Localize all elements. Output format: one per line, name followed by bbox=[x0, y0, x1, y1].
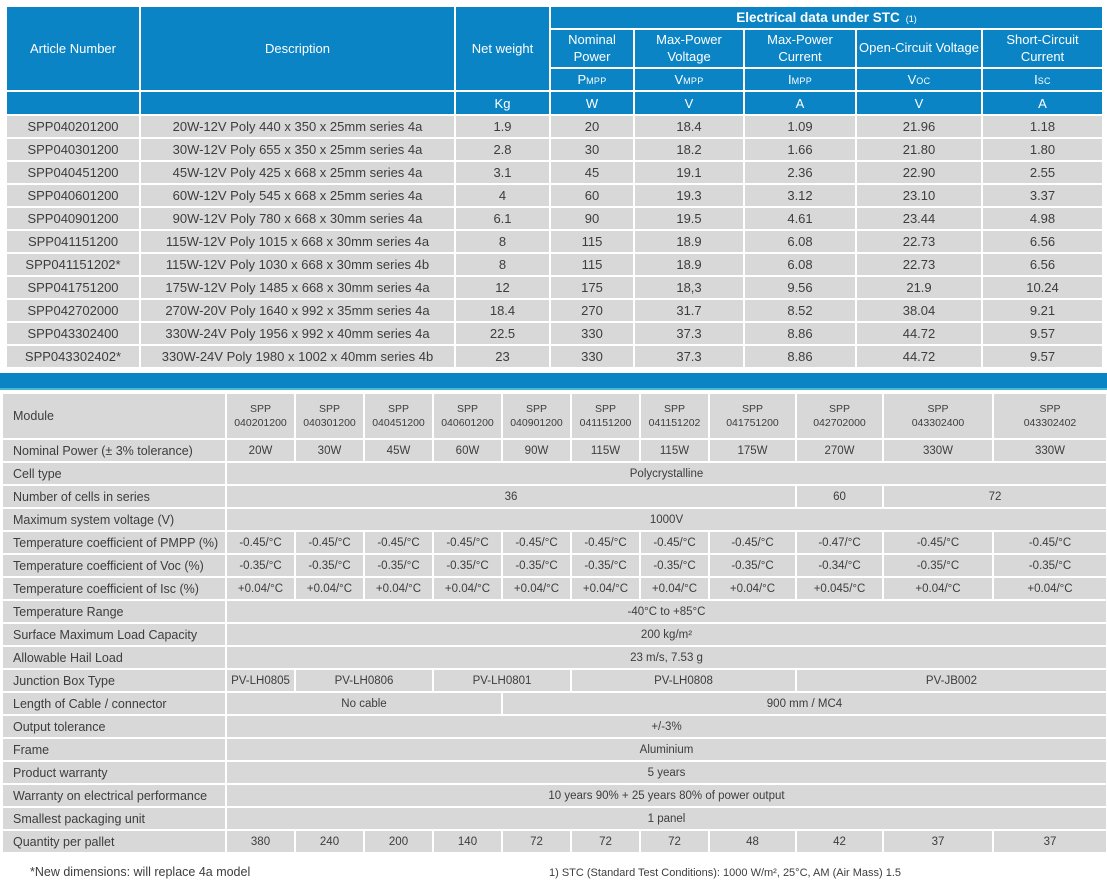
pmpp-value-cell: 270 bbox=[550, 299, 634, 322]
spec-value-cell: -0.45/°C bbox=[295, 531, 364, 554]
impp-value-cell: 2.36 bbox=[744, 161, 856, 184]
article-row bbox=[6, 345, 1103, 368]
open-circuit-voltage-header: Open-Circuit Voltage bbox=[856, 29, 982, 68]
net-weight-cell: 8 bbox=[455, 230, 550, 253]
voc-value-cell: 23.10 bbox=[856, 184, 982, 207]
spec-value-cell: PV-LH0805 bbox=[226, 669, 295, 692]
spec-row bbox=[2, 669, 1107, 692]
spec-row bbox=[2, 623, 1107, 646]
description-cell: 270W-20V Poly 1640 x 992 x 35mm series 4a bbox=[140, 299, 455, 322]
isc-value-cell: 10.24 bbox=[982, 276, 1103, 299]
net-weight-cell: 18.4 bbox=[455, 299, 550, 322]
spec-value-cell: 60W bbox=[433, 439, 502, 462]
spec-row-label: Temperature Range bbox=[2, 600, 226, 623]
spec-value-cell: 115W bbox=[640, 439, 709, 462]
isc-value-cell: 3.37 bbox=[982, 184, 1103, 207]
vmpp-value-cell: 31.7 bbox=[634, 299, 744, 322]
spec-value-cell: -0.45/°C bbox=[709, 531, 796, 554]
voc-value-cell: 22.90 bbox=[856, 161, 982, 184]
spec-value-cell: 140 bbox=[433, 830, 502, 853]
description-cell: 115W-12V Poly 1030 x 668 x 30mm series 4b bbox=[140, 253, 455, 276]
article-row bbox=[6, 115, 1103, 138]
spec-value-cell: +0.04/°C bbox=[571, 577, 640, 600]
nominal-power-header: Nominal Power bbox=[550, 29, 634, 68]
watt-unit: W bbox=[550, 91, 634, 115]
spec-row-label: Surface Maximum Load Capacity bbox=[2, 623, 226, 646]
voc-value-cell: 21.80 bbox=[856, 138, 982, 161]
spec-value-cell: -0.35/°C bbox=[709, 554, 796, 577]
article-table-body bbox=[6, 115, 1103, 368]
net-weight-cell: 2.8 bbox=[455, 138, 550, 161]
volt-unit-vmpp: V bbox=[634, 91, 744, 115]
impp-value-cell: 3.12 bbox=[744, 184, 856, 207]
impp-value-cell: 6.08 bbox=[744, 230, 856, 253]
footnote-new-dimensions: *New dimensions: will replace 4a model bbox=[30, 865, 251, 879]
spec-table-body bbox=[2, 439, 1107, 853]
net-weight-cell: 6.1 bbox=[455, 207, 550, 230]
isc-value-cell: 2.55 bbox=[982, 161, 1103, 184]
spec-value-cell: 42 bbox=[796, 830, 883, 853]
stc-group-header bbox=[550, 6, 1103, 29]
isc-value-cell: 9.21 bbox=[982, 299, 1103, 322]
pmpp-value-cell: 330 bbox=[550, 322, 634, 345]
impp-value-cell: 1.09 bbox=[744, 115, 856, 138]
spec-value-cell: 90W bbox=[502, 439, 571, 462]
spec-value-cell: 48 bbox=[709, 830, 796, 853]
vmpp-value-cell: 37.3 bbox=[634, 322, 744, 345]
module-id-cell: SPP 043302400 bbox=[883, 393, 993, 439]
module-spec-table bbox=[1, 392, 1107, 854]
pmpp-value-cell: 330 bbox=[550, 345, 634, 368]
spec-value-cell: -0.47/°C bbox=[796, 531, 883, 554]
description-cell: 45W-12V Poly 425 x 668 x 25mm series 4a bbox=[140, 161, 455, 184]
vmpp-value-cell: 19.1 bbox=[634, 161, 744, 184]
spec-row bbox=[2, 784, 1107, 807]
spec-row bbox=[2, 462, 1107, 485]
spec-value-cell: +/-3% bbox=[226, 715, 1107, 738]
spec-row bbox=[2, 807, 1107, 830]
isc-value-cell: 1.80 bbox=[982, 138, 1103, 161]
spec-value-cell: +0.04/°C bbox=[226, 577, 295, 600]
isc-value-cell: 1.18 bbox=[982, 115, 1103, 138]
impp-value-cell: 9.56 bbox=[744, 276, 856, 299]
spec-value-cell: 36 bbox=[226, 485, 796, 508]
article-number-cell: SPP041151202* bbox=[6, 253, 140, 276]
article-row bbox=[6, 207, 1103, 230]
impp-value-cell: 4.61 bbox=[744, 207, 856, 230]
voc-value-cell: 38.04 bbox=[856, 299, 982, 322]
isc-value-cell: 9.57 bbox=[982, 345, 1103, 368]
spec-value-cell: 72 bbox=[883, 485, 1107, 508]
article-units-spacer bbox=[6, 91, 140, 115]
volt-unit-voc: V bbox=[856, 91, 982, 115]
spec-row-label: Smallest packaging unit bbox=[2, 807, 226, 830]
spec-row-label: Frame bbox=[2, 738, 226, 761]
article-number-cell: SPP040451200 bbox=[6, 161, 140, 184]
spec-row-label: Temperature coefficient of Isc (%) bbox=[2, 577, 226, 600]
spec-value-cell: -0.35/°C bbox=[433, 554, 502, 577]
module-id-cell: SPP 041151202 bbox=[640, 393, 709, 439]
spec-value-cell: 200 kg/m² bbox=[226, 623, 1107, 646]
spec-value-cell: 1000V bbox=[226, 508, 1107, 531]
article-number-cell: SPP043302400 bbox=[6, 322, 140, 345]
article-row bbox=[6, 230, 1103, 253]
electrical-data-table bbox=[5, 5, 1104, 369]
spec-value-cell: +0.04/°C bbox=[709, 577, 796, 600]
description-units-spacer bbox=[140, 91, 455, 115]
spec-value-cell: -0.45/°C bbox=[571, 531, 640, 554]
spec-value-cell: 45W bbox=[364, 439, 433, 462]
spec-value-cell: +0.04/°C bbox=[364, 577, 433, 600]
voc-value-cell: 21.96 bbox=[856, 115, 982, 138]
spec-value-cell: 900 mm / MC4 bbox=[502, 692, 1107, 715]
net-weight-cell: 22.5 bbox=[455, 322, 550, 345]
module-header-row bbox=[2, 393, 1107, 439]
spec-value-cell: 20W bbox=[226, 439, 295, 462]
net-weight-cell: 8 bbox=[455, 253, 550, 276]
voc-value-cell: 22.73 bbox=[856, 230, 982, 253]
description-cell: 60W-12V Poly 545 x 668 x 25mm series 4a bbox=[140, 184, 455, 207]
spec-value-cell: -0.45/°C bbox=[883, 531, 993, 554]
article-number-header: Article Number bbox=[6, 6, 140, 91]
spec-value-cell: 330W bbox=[883, 439, 993, 462]
spec-value-cell: PV-LH0801 bbox=[433, 669, 571, 692]
article-row bbox=[6, 161, 1103, 184]
spec-row-label: Warranty on electrical performance bbox=[2, 784, 226, 807]
pmpp-value-cell: 45 bbox=[550, 161, 634, 184]
spec-row-label: Output tolerance bbox=[2, 715, 226, 738]
spec-row-label: Number of cells in series bbox=[2, 485, 226, 508]
spec-value-cell: -0.45/°C bbox=[640, 531, 709, 554]
article-number-cell: SPP040201200 bbox=[6, 115, 140, 138]
spec-value-cell: 72 bbox=[571, 830, 640, 853]
isc-symbol: ISC bbox=[982, 68, 1103, 91]
kg-unit: Kg bbox=[455, 91, 550, 115]
vmpp-symbol: VMPP bbox=[634, 68, 744, 91]
spec-row bbox=[2, 600, 1107, 623]
spec-row-label: Quantity per pallet bbox=[2, 830, 226, 853]
spec-value-cell: 23 m/s, 7.53 g bbox=[226, 646, 1107, 669]
net-weight-cell: 23 bbox=[455, 345, 550, 368]
description-cell: 20W-12V Poly 440 x 350 x 25mm series 4a bbox=[140, 115, 455, 138]
module-row-label: Module bbox=[2, 393, 226, 439]
spec-value-cell: Polycrystalline bbox=[226, 462, 1107, 485]
article-number-cell: SPP040301200 bbox=[6, 138, 140, 161]
section-divider-bar bbox=[0, 373, 1107, 390]
spec-value-cell: -0.35/°C bbox=[571, 554, 640, 577]
spec-value-cell: Aluminium bbox=[226, 738, 1107, 761]
module-id-cell: SPP 040451200 bbox=[364, 393, 433, 439]
spec-value-cell: -0.45/°C bbox=[226, 531, 295, 554]
pmpp-value-cell: 115 bbox=[550, 253, 634, 276]
max-power-current-header: Max-Power Current bbox=[744, 29, 856, 68]
pmpp-symbol: PMPP bbox=[550, 68, 634, 91]
amp-unit-impp: A bbox=[744, 91, 856, 115]
spec-value-cell: -0.45/°C bbox=[433, 531, 502, 554]
spec-value-cell: 30W bbox=[295, 439, 364, 462]
article-row bbox=[6, 184, 1103, 207]
spec-value-cell: -0.35/°C bbox=[883, 554, 993, 577]
net-weight-cell: 1.9 bbox=[455, 115, 550, 138]
net-weight-cell: 12 bbox=[455, 276, 550, 299]
spec-value-cell: -0.45/°C bbox=[993, 531, 1107, 554]
spec-value-cell: 115W bbox=[571, 439, 640, 462]
spec-value-cell: -0.35/°C bbox=[364, 554, 433, 577]
stc-footnote-marker: (1) bbox=[905, 14, 917, 24]
spec-row bbox=[2, 577, 1107, 600]
article-number-cell: SPP042702000 bbox=[6, 299, 140, 322]
article-number-cell: SPP043302402* bbox=[6, 345, 140, 368]
spec-row bbox=[2, 761, 1107, 784]
spec-value-cell: +0.04/°C bbox=[502, 577, 571, 600]
impp-symbol: IMPP bbox=[744, 68, 856, 91]
voc-value-cell: 22.73 bbox=[856, 253, 982, 276]
module-id-cell: SPP 043302402 bbox=[993, 393, 1107, 439]
article-number-cell: SPP041151200 bbox=[6, 230, 140, 253]
voc-value-cell: 21.9 bbox=[856, 276, 982, 299]
spec-value-cell: -0.35/°C bbox=[226, 554, 295, 577]
description-cell: 330W-24V Poly 1980 x 1002 x 40mm series 4b bbox=[140, 345, 455, 368]
spec-value-cell: -0.35/°C bbox=[295, 554, 364, 577]
pmpp-value-cell: 20 bbox=[550, 115, 634, 138]
article-row bbox=[6, 322, 1103, 345]
spec-value-cell: +0.045/°C bbox=[796, 577, 883, 600]
spec-value-cell: PV-JB002 bbox=[796, 669, 1107, 692]
footnote-stc: 1) STC (Standard Test Conditions): 1000 W/m², 25°C, AM (Air Mass) 1.5 bbox=[549, 867, 902, 879]
impp-value-cell: 6.08 bbox=[744, 253, 856, 276]
article-number-cell: SPP041751200 bbox=[6, 276, 140, 299]
spec-row-label: Allowable Hail Load bbox=[2, 646, 226, 669]
spec-value-cell: -0.45/°C bbox=[502, 531, 571, 554]
spec-value-cell: 10 years 90% + 25 years 80% of power output bbox=[226, 784, 1107, 807]
spec-value-cell: -0.34/°C bbox=[796, 554, 883, 577]
module-id-cell: SPP 040301200 bbox=[295, 393, 364, 439]
article-row bbox=[6, 253, 1103, 276]
spec-value-cell: +0.04/°C bbox=[640, 577, 709, 600]
vmpp-value-cell: 18.9 bbox=[634, 230, 744, 253]
net-weight-cell: 4 bbox=[455, 184, 550, 207]
impp-value-cell: 8.86 bbox=[744, 345, 856, 368]
amp-unit-isc: A bbox=[982, 91, 1103, 115]
spec-row bbox=[2, 715, 1107, 738]
voc-value-cell: 44.72 bbox=[856, 345, 982, 368]
spec-row-label: Cell type bbox=[2, 462, 226, 485]
spec-row bbox=[2, 439, 1107, 462]
spec-value-cell: 270W bbox=[796, 439, 883, 462]
pmpp-value-cell: 60 bbox=[550, 184, 634, 207]
description-header: Description bbox=[140, 6, 455, 91]
spec-value-cell: No cable bbox=[226, 692, 502, 715]
spec-value-cell: 200 bbox=[364, 830, 433, 853]
spec-row-label: Temperature coefficient of PMPP (%) bbox=[2, 531, 226, 554]
module-id-cell: SPP 040601200 bbox=[433, 393, 502, 439]
spec-value-cell: 37 bbox=[993, 830, 1107, 853]
pmpp-value-cell: 175 bbox=[550, 276, 634, 299]
pmpp-value-cell: 115 bbox=[550, 230, 634, 253]
net-weight-header: Net weight bbox=[455, 6, 550, 91]
module-id-cell: SPP 040201200 bbox=[226, 393, 295, 439]
spec-value-cell: -0.35/°C bbox=[502, 554, 571, 577]
short-circuit-current-header: Short-Circuit Current bbox=[982, 29, 1103, 68]
isc-value-cell: 6.56 bbox=[982, 230, 1103, 253]
max-power-voltage-header: Max-Power Voltage bbox=[634, 29, 744, 68]
impp-value-cell: 8.52 bbox=[744, 299, 856, 322]
spec-value-cell: -0.35/°C bbox=[640, 554, 709, 577]
spec-row bbox=[2, 692, 1107, 715]
pmpp-value-cell: 30 bbox=[550, 138, 634, 161]
vmpp-value-cell: 37.3 bbox=[634, 345, 744, 368]
vmpp-value-cell: 18.2 bbox=[634, 138, 744, 161]
description-cell: 90W-12V Poly 780 x 668 x 30mm series 4a bbox=[140, 207, 455, 230]
spec-value-cell: 72 bbox=[502, 830, 571, 853]
spec-value-cell: 330W bbox=[993, 439, 1107, 462]
article-row bbox=[6, 138, 1103, 161]
spec-value-cell: 37 bbox=[883, 830, 993, 853]
article-row bbox=[6, 276, 1103, 299]
article-row bbox=[6, 299, 1103, 322]
vmpp-value-cell: 18.4 bbox=[634, 115, 744, 138]
spec-row-label: Temperature coefficient of Voc (%) bbox=[2, 554, 226, 577]
spec-value-cell: 380 bbox=[226, 830, 295, 853]
spec-value-cell: -0.45/°C bbox=[364, 531, 433, 554]
vmpp-value-cell: 18,3 bbox=[634, 276, 744, 299]
spec-row-label: Junction Box Type bbox=[2, 669, 226, 692]
spec-value-cell: 1 panel bbox=[226, 807, 1107, 830]
spec-row bbox=[2, 531, 1107, 554]
spec-row-label: Nominal Power (± 3% tolerance) bbox=[2, 439, 226, 462]
spec-value-cell: 175W bbox=[709, 439, 796, 462]
spec-value-cell: +0.04/°C bbox=[433, 577, 502, 600]
net-weight-cell: 3.1 bbox=[455, 161, 550, 184]
spec-value-cell: 72 bbox=[640, 830, 709, 853]
spec-value-cell: +0.04/°C bbox=[883, 577, 993, 600]
spec-row bbox=[2, 646, 1107, 669]
voc-symbol: VOC bbox=[856, 68, 982, 91]
spec-value-cell: 5 years bbox=[226, 761, 1107, 784]
description-cell: 30W-12V Poly 655 x 350 x 25mm series 4a bbox=[140, 138, 455, 161]
spec-row bbox=[2, 830, 1107, 853]
spec-row-label: Product warranty bbox=[2, 761, 226, 784]
description-cell: 175W-12V Poly 1485 x 668 x 30mm series 4a bbox=[140, 276, 455, 299]
voc-value-cell: 23.44 bbox=[856, 207, 982, 230]
vmpp-value-cell: 18.9 bbox=[634, 253, 744, 276]
vmpp-value-cell: 19.5 bbox=[634, 207, 744, 230]
voc-value-cell: 44.72 bbox=[856, 322, 982, 345]
impp-value-cell: 8.86 bbox=[744, 322, 856, 345]
description-cell: 115W-12V Poly 1015 x 668 x 30mm series 4a bbox=[140, 230, 455, 253]
spec-row bbox=[2, 508, 1107, 531]
spec-row-label: Maximum system voltage (V) bbox=[2, 508, 226, 531]
spec-value-cell: 60 bbox=[796, 485, 883, 508]
spec-row bbox=[2, 554, 1107, 577]
module-id-cell: SPP 040901200 bbox=[502, 393, 571, 439]
spec-row bbox=[2, 738, 1107, 761]
module-id-cell: SPP 041751200 bbox=[709, 393, 796, 439]
stc-group-title: Electrical data under STC bbox=[736, 10, 900, 25]
spec-row bbox=[2, 485, 1107, 508]
isc-value-cell: 9.57 bbox=[982, 322, 1103, 345]
spec-value-cell: -40°C to +85°C bbox=[226, 600, 1107, 623]
spec-row-label: Length of Cable / connector bbox=[2, 692, 226, 715]
pmpp-value-cell: 90 bbox=[550, 207, 634, 230]
spec-value-cell: PV-LH0808 bbox=[571, 669, 796, 692]
module-id-cell: SPP 041151200 bbox=[571, 393, 640, 439]
vmpp-value-cell: 19.3 bbox=[634, 184, 744, 207]
isc-value-cell: 4.98 bbox=[982, 207, 1103, 230]
impp-value-cell: 1.66 bbox=[744, 138, 856, 161]
spec-value-cell: PV-LH0806 bbox=[295, 669, 433, 692]
spec-value-cell: +0.04/°C bbox=[295, 577, 364, 600]
description-cell: 330W-24V Poly 1956 x 992 x 40mm series 4a bbox=[140, 322, 455, 345]
article-number-cell: SPP040601200 bbox=[6, 184, 140, 207]
module-id-cell: SPP 042702000 bbox=[796, 393, 883, 439]
article-number-cell: SPP040901200 bbox=[6, 207, 140, 230]
spec-value-cell: +0.04/°C bbox=[993, 577, 1107, 600]
isc-value-cell: 6.56 bbox=[982, 253, 1103, 276]
spec-value-cell: 240 bbox=[295, 830, 364, 853]
spec-value-cell: -0.35/°C bbox=[993, 554, 1107, 577]
